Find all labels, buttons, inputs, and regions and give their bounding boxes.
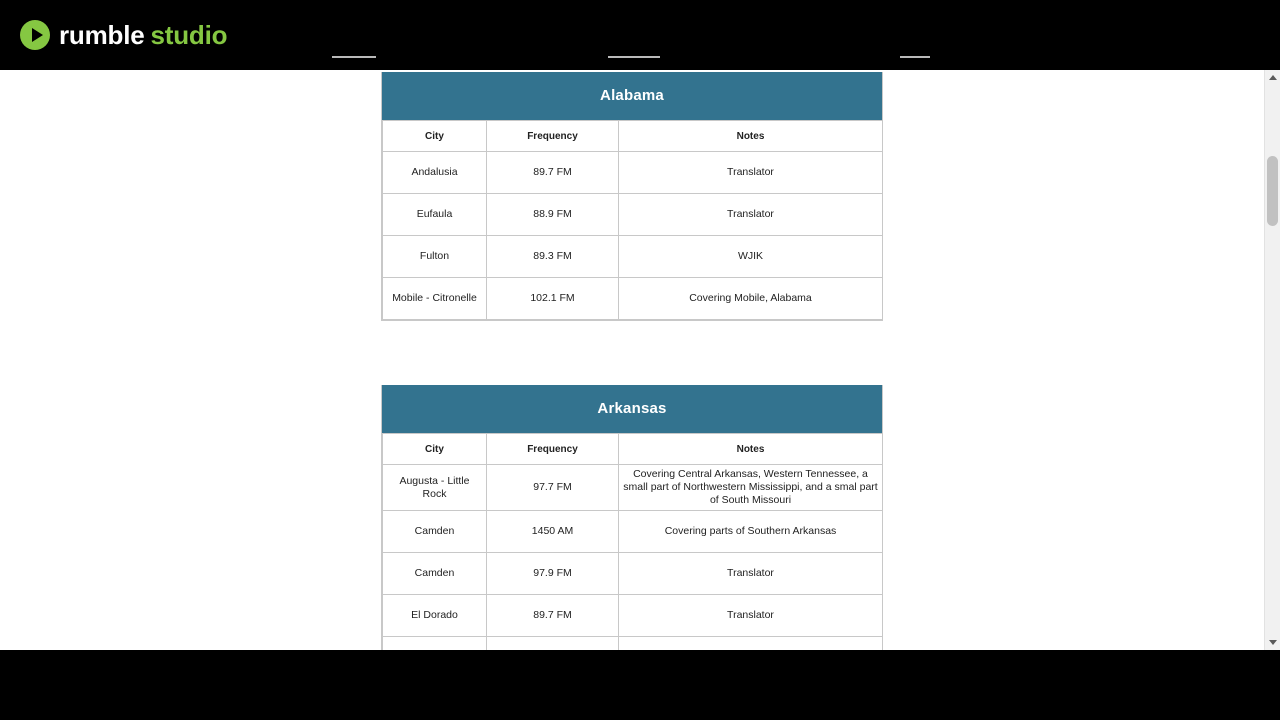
column-header-notes: Notes xyxy=(619,434,883,465)
cell-frequency: 89.3 FM xyxy=(487,236,619,278)
table-row xyxy=(383,236,883,278)
cell-frequency: 1450 AM xyxy=(487,511,619,553)
scroll-up-arrow-icon[interactable] xyxy=(1265,70,1280,85)
frequency-table xyxy=(382,433,883,679)
vertical-scrollbar[interactable] xyxy=(1264,70,1280,650)
cell-city: Andalusia xyxy=(383,152,487,194)
cell-frequency: 88.9 FM xyxy=(487,194,619,236)
clipped-table-edges xyxy=(0,56,1264,72)
cell-notes: Covering Central Arkansas, Western Tennessee, a small part of Northwestern Mississippi, and a smal part of South Missouri xyxy=(619,465,883,511)
section-spacer xyxy=(0,321,1264,385)
brand-name-primary: rumble xyxy=(59,19,145,50)
cell-city: Camden xyxy=(383,553,487,595)
table-row xyxy=(383,278,883,320)
table-header-row xyxy=(383,121,883,152)
frequency-table xyxy=(382,120,883,320)
cell-city: Camden xyxy=(383,511,487,553)
table-title: Arkansas xyxy=(382,385,882,433)
table-row xyxy=(383,194,883,236)
brand-name-secondary: studio xyxy=(150,19,228,50)
scrollbar-thumb[interactable] xyxy=(1267,156,1278,226)
cell-city: Fulton xyxy=(383,236,487,278)
cell-frequency: 89.7 FM xyxy=(487,152,619,194)
brand-logo[interactable] xyxy=(20,20,227,51)
table-row xyxy=(383,511,883,553)
table-title: Alabama xyxy=(382,72,882,120)
cell-frequency: 102.1 FM xyxy=(487,278,619,320)
column-header-frequency: Frequency xyxy=(487,434,619,465)
document-content xyxy=(0,56,1264,680)
state-table-arkansas xyxy=(381,385,883,680)
column-header-notes: Notes xyxy=(619,121,883,152)
cell-frequency: 97.7 FM xyxy=(487,465,619,511)
cell-notes: Translator xyxy=(619,595,883,637)
cell-notes: Translator xyxy=(619,152,883,194)
play-circle-icon xyxy=(20,20,50,50)
cell-city: Mobile - Citronelle xyxy=(383,278,487,320)
cell-notes: WJIK xyxy=(619,236,883,278)
cell-notes: Translator xyxy=(619,194,883,236)
table-row xyxy=(383,152,883,194)
cell-notes: Translator xyxy=(619,553,883,595)
scroll-down-arrow-icon[interactable] xyxy=(1265,635,1280,650)
document-viewport[interactable] xyxy=(0,70,1280,650)
table-header-row xyxy=(383,434,883,465)
cell-city: Eufaula xyxy=(383,194,487,236)
column-header-city: City xyxy=(383,434,487,465)
column-header-city: City xyxy=(383,121,487,152)
app-footer xyxy=(0,650,1280,720)
cell-notes: Covering Mobile, Alabama xyxy=(619,278,883,320)
table-row xyxy=(383,465,883,511)
cell-frequency: 89.7 FM xyxy=(487,595,619,637)
cell-city: Augusta - Little Rock xyxy=(383,465,487,511)
state-table-alabama xyxy=(381,72,883,321)
cell-frequency: 97.9 FM xyxy=(487,553,619,595)
column-header-frequency: Frequency xyxy=(487,121,619,152)
cell-city: El Dorado xyxy=(383,595,487,637)
table-row xyxy=(383,553,883,595)
table-row xyxy=(383,595,883,637)
cell-notes: Covering parts of Southern Arkansas xyxy=(619,511,883,553)
